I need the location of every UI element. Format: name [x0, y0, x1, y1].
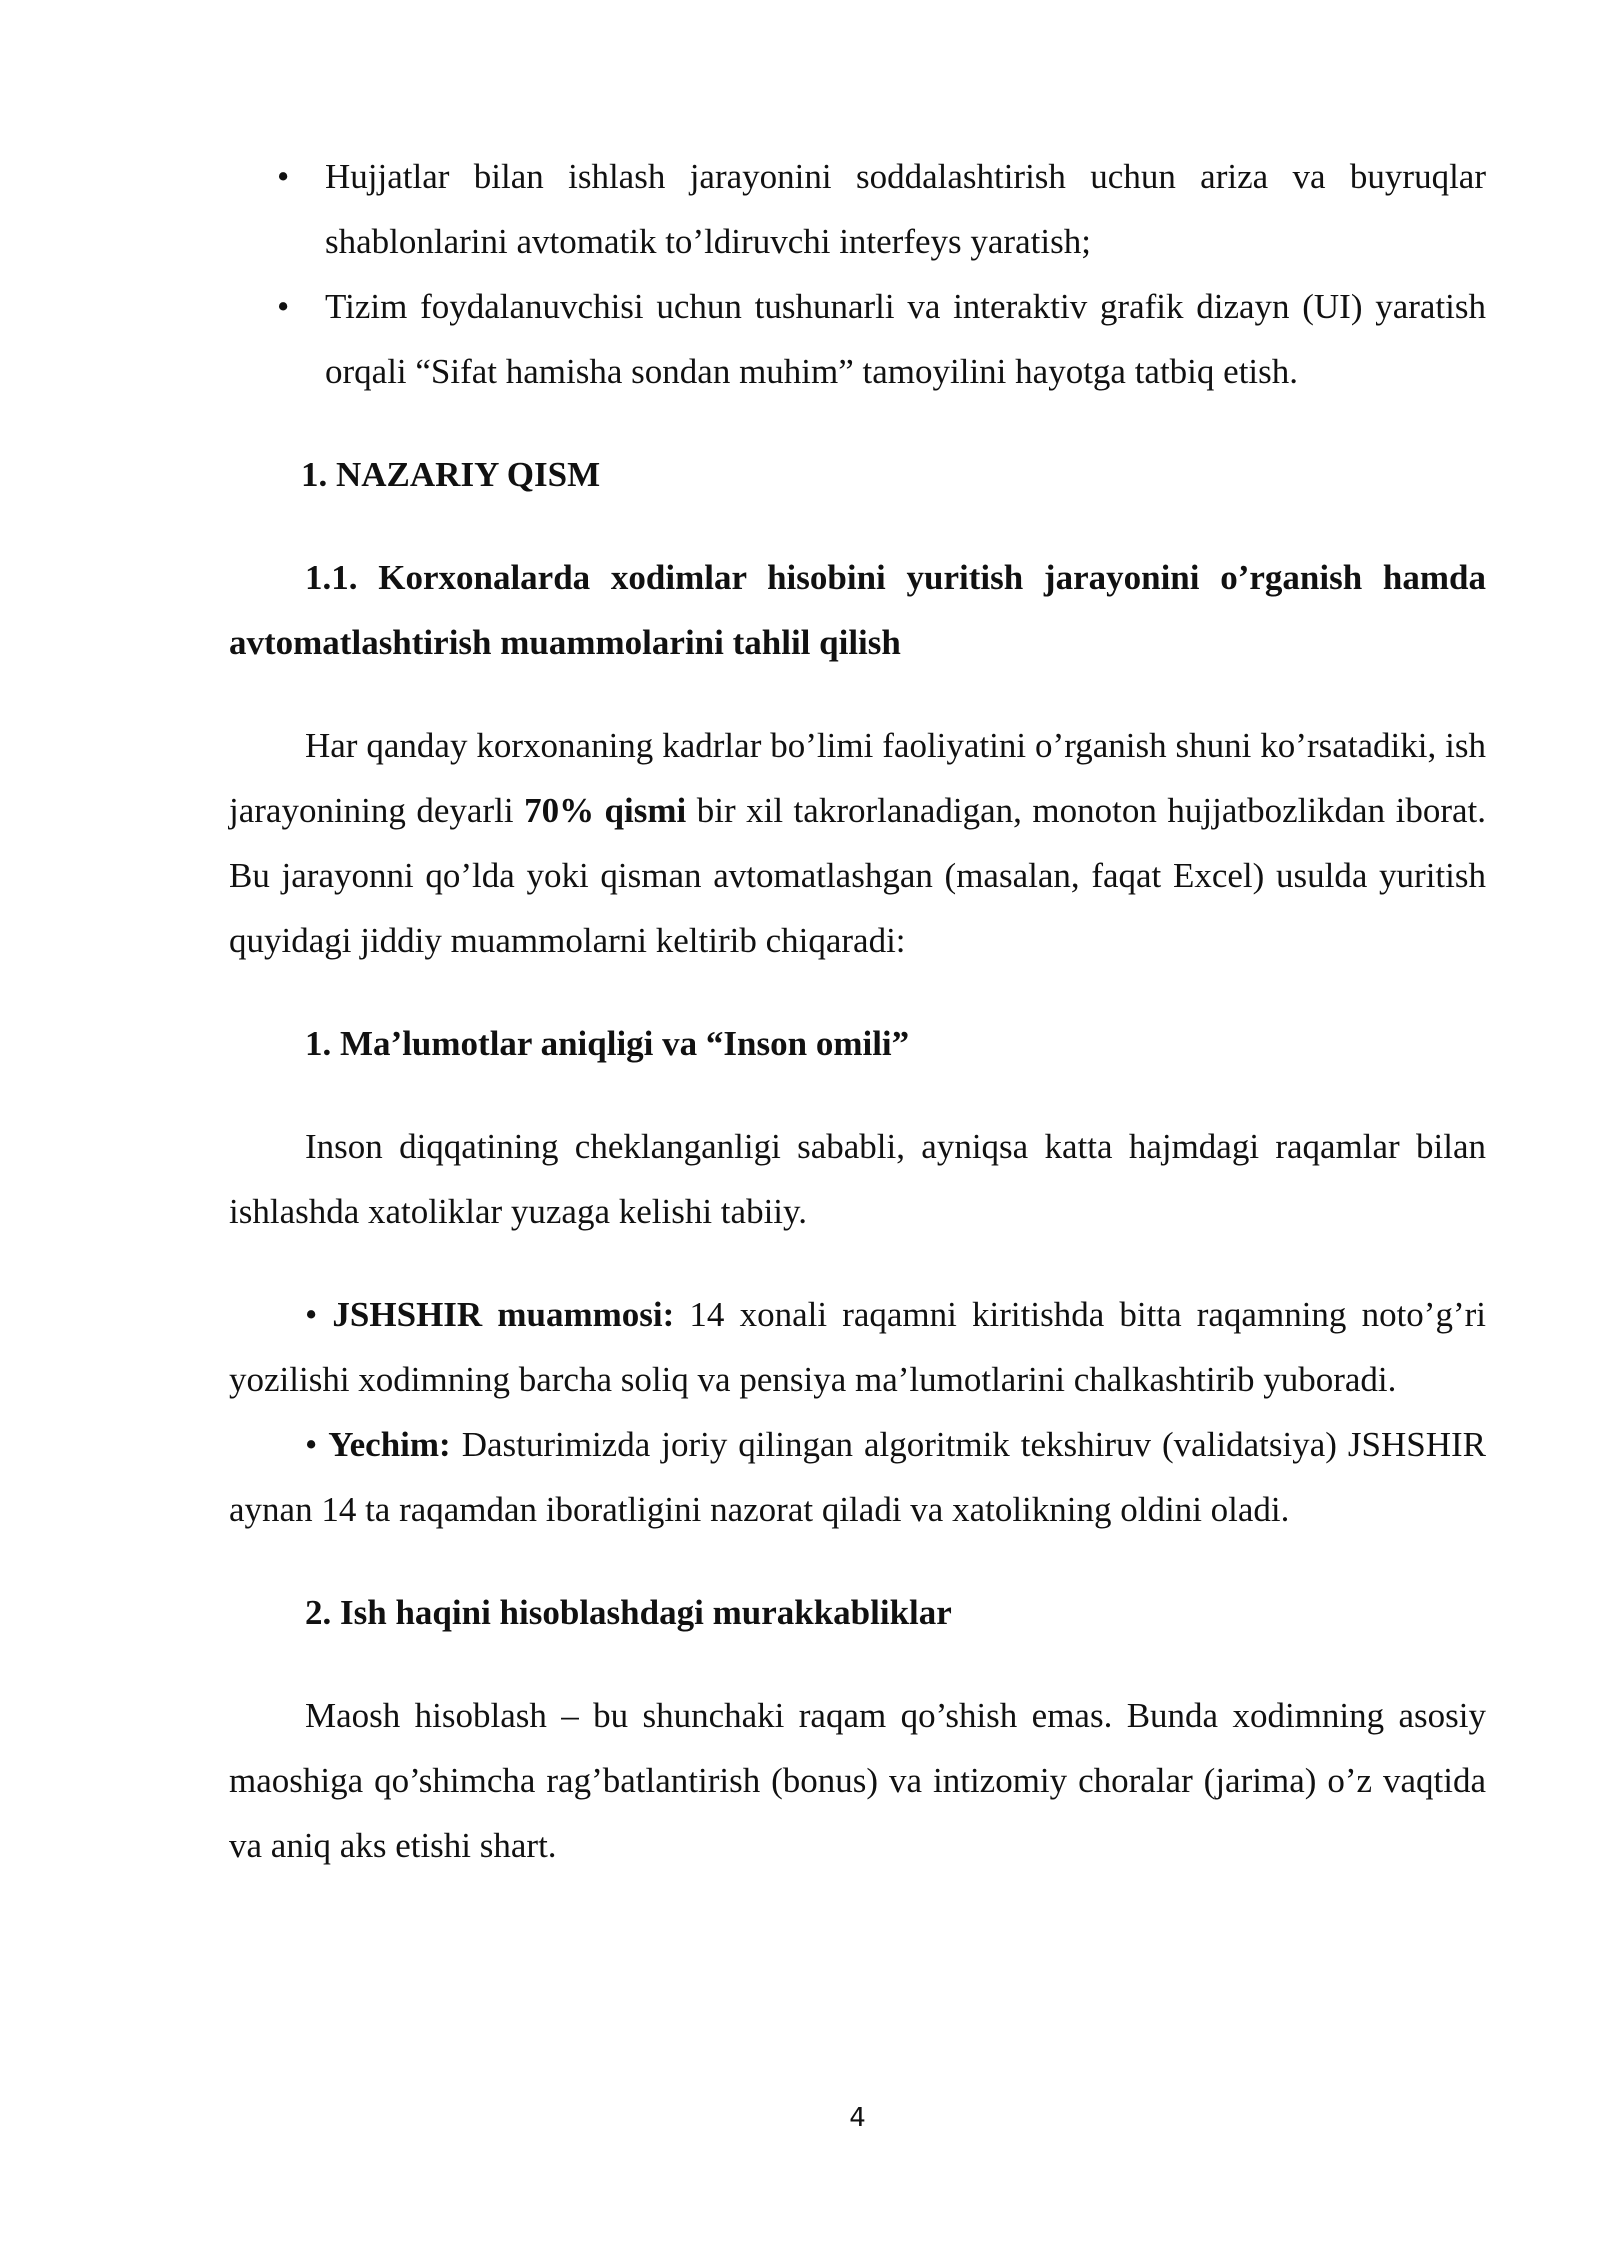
intro-paragraph	[229, 713, 1486, 973]
issue-label: JSHSHIR muammosi:	[332, 1295, 675, 1334]
problem1-solution	[229, 1412, 1486, 1542]
bullet-icon: •	[277, 287, 290, 326]
list-item-text: Tizim foydalanuvchisi uchun tushunarli va interaktiv grafik dizayn (UI) yaratish orqali “Sifat hamisha sondan muhim” tamoyilini hayotga tatbiq etish.	[325, 287, 1486, 391]
intro-highlight: 70% qismi	[524, 791, 687, 830]
page-content	[229, 144, 1486, 1878]
solution-text: Dasturimizda joriy qilingan algoritmik tekshiruv (validatsiya) JSHSHIR aynan 14 ta raqamdan iboratligini nazorat qiladi va xatolikning oldini oladi.	[229, 1425, 1487, 1529]
intro-text-start: Har qanday korxonaning kadrlar bo’limi faoliyatini o’rganish shuni ko’rsatadiki, ish jarayonining deyarli	[229, 726, 1486, 830]
subsection-title: 1.1. Korxonalarda xodimlar hisobini yuritish jarayonini o’rganish hamda avtomatlashtirish muammolarini tahlil qilish	[229, 558, 1486, 662]
intro-text-end: bir xil takrorlanadigan, monoton hujjatbozlikdan iborat. Bu jarayonni qo’lda yoki qisman avtomatlashgan (masalan, faqat Excel) usulda yuritish quyidagi jiddiy muammolarni keltirib chiqaradi:	[229, 791, 1486, 960]
section-title: 1. NAZARIY QISM	[301, 455, 601, 494]
issue-text: 14 xonali raqamni kiritishda bitta raqamning noto’g’ri yozilishi xodimning barcha soliq va pensiya ma’lumotlarini chalkashtirib yuboradi.	[229, 1295, 1486, 1399]
problem1-paragraph: Inson diqqatining cheklanganligi sababli, ayniqsa katta hajmdagi raqamlar bilan ishlashda xatoliklar yuzaga kelishi tabiiy.	[229, 1127, 1486, 1231]
bullet-icon: •	[305, 1295, 318, 1334]
problem2-title: 2. Ish haqini hisoblashdagi murakkabliklar	[305, 1593, 952, 1632]
bullet-icon: •	[277, 157, 290, 196]
problem2-paragraph: Maosh hisoblash – bu shunchaki raqam qo’shish emas. Bunda xodimning asosiy maoshiga qo’shimcha rag’batlantirish (bonus) va intizomiy choralar (jarima) o’z vaqtida va aniq aks etishi shart.	[229, 1696, 1486, 1865]
problem1-title: 1. Ma’lumotlar aniqligi va “Inson omili”	[305, 1024, 910, 1063]
list-item	[229, 144, 1486, 274]
list-item-text: Hujjatlar bilan ishlash jarayonini soddalashtirish uchun ariza va buyruqlar shablonlarini avtomatik to’ldiruvchi interfeys yaratish;	[325, 157, 1486, 261]
bullet-icon: •	[305, 1425, 318, 1464]
list-item	[229, 274, 1486, 404]
solution-label: Yechim:	[328, 1425, 451, 1464]
problem1-issue	[229, 1282, 1486, 1412]
goals-list	[229, 144, 1486, 404]
page-number: 4	[849, 2103, 866, 2133]
